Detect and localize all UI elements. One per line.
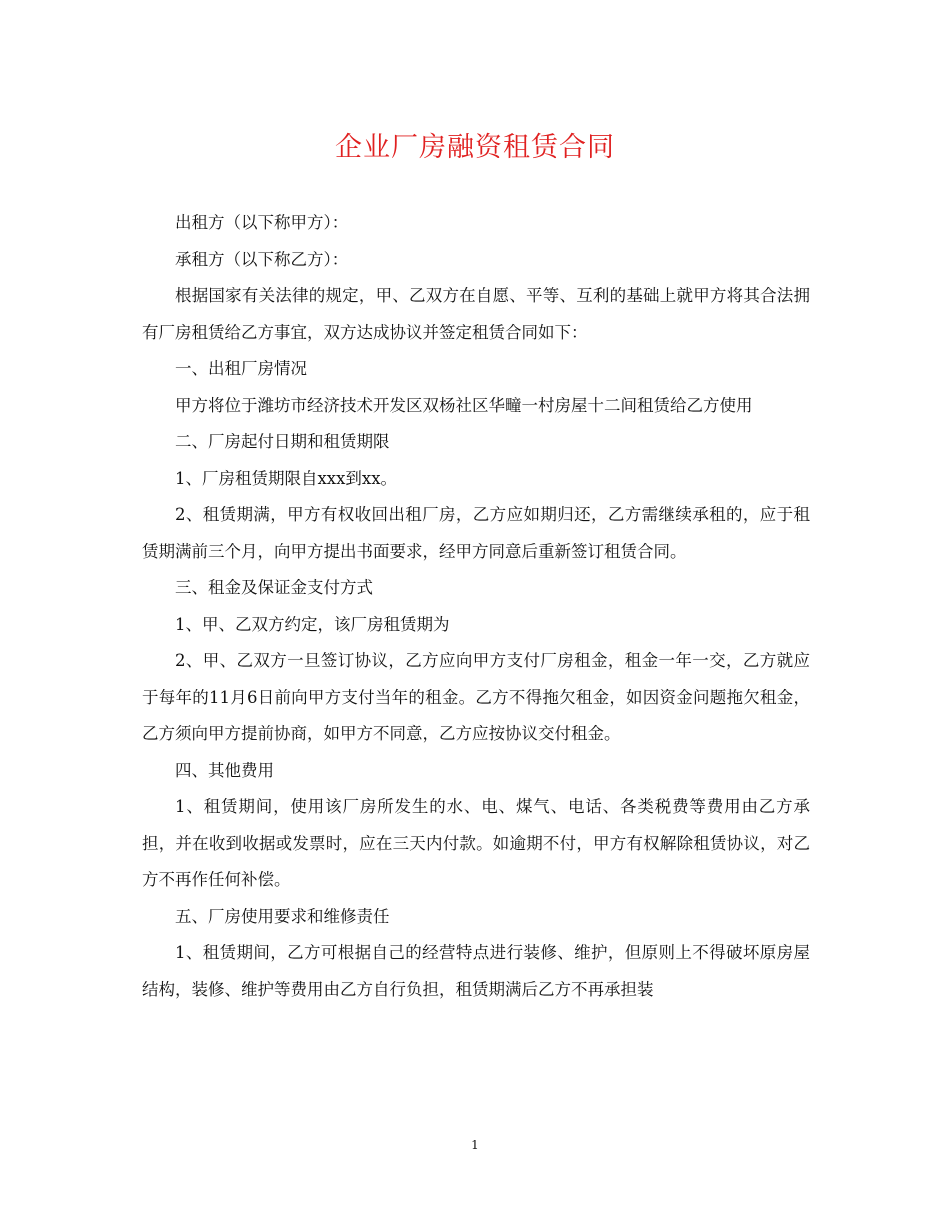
section-heading-5: 五、厂房使用要求和维修责任 <box>175 906 390 926</box>
paragraph-preamble: 根据国家有关法律的规定，甲、乙双方在自愿、平等、互利的基础上就甲方将其合法拥有厂房租赁给乙方事宜，双方达成协议并签定租赁合同如下： <box>142 286 810 342</box>
paragraph-lessee: 承租方（以下称乙方）： <box>175 249 349 269</box>
section-heading-1: 一、出租厂房情况 <box>175 359 307 378</box>
section-heading-4: 四、其他费用 <box>175 760 274 780</box>
section-heading-3: 三、租金及保证金支付方式 <box>175 578 373 597</box>
document-title: 企业厂房融资租赁合同 <box>335 132 615 163</box>
paragraph-fees-1: 1、租赁期间，使用该厂房所发生的水、电、煤气、电话、各类税费等费用由乙方承担，并在收到收据或发票时，应在三天内付款。如逾期不付，甲方有权解除租赁协议，对乙方不再作任何补偿。 <box>142 797 810 889</box>
paragraph-term-2: 2、租赁期满，甲方有权收回出租厂房，乙方应如期归还，乙方需继续承租的，应于租赁期满前三个月，向甲方提出书面要求，经甲方同意后重新签订租赁合同。 <box>142 505 810 561</box>
paragraph-rent-1: 1、甲、乙双方约定，该厂房租赁期为 <box>175 614 450 634</box>
paragraph-term-1: 1、厂房租赁期限自xxx到xx。 <box>175 468 398 488</box>
section-heading-2: 二、厂房起付日期和租赁期限 <box>175 432 390 451</box>
paragraph-lessor: 出租方（以下称甲方）： <box>175 213 349 232</box>
paragraph-rent-2: 2、甲、乙双方一旦签订协议，乙方应向甲方支付厂房租金，租金一年一交，乙方就应于每年的11月6日前向甲方支付当年的租金。乙方不得拖欠租金，如因资金问题拖欠租金，乙方须向甲方提前协商，如甲方不同意，乙方应按协议交付租金。 <box>142 651 810 743</box>
paragraph-property: 甲方将位于潍坊市经济技术开发区双杨社区华疃一村房屋十二间租赁给乙方使用 <box>175 395 753 415</box>
paragraph-usage-1: 1、租赁期间，乙方可根据自己的经营特点进行装修、维护，但原则上不得破坏原房屋结构，装修、维护等费用由乙方自行负担，租赁期满后乙方不再承担装 <box>142 943 810 999</box>
document-body <box>142 205 810 1008</box>
page-number: 1 <box>471 1138 479 1152</box>
